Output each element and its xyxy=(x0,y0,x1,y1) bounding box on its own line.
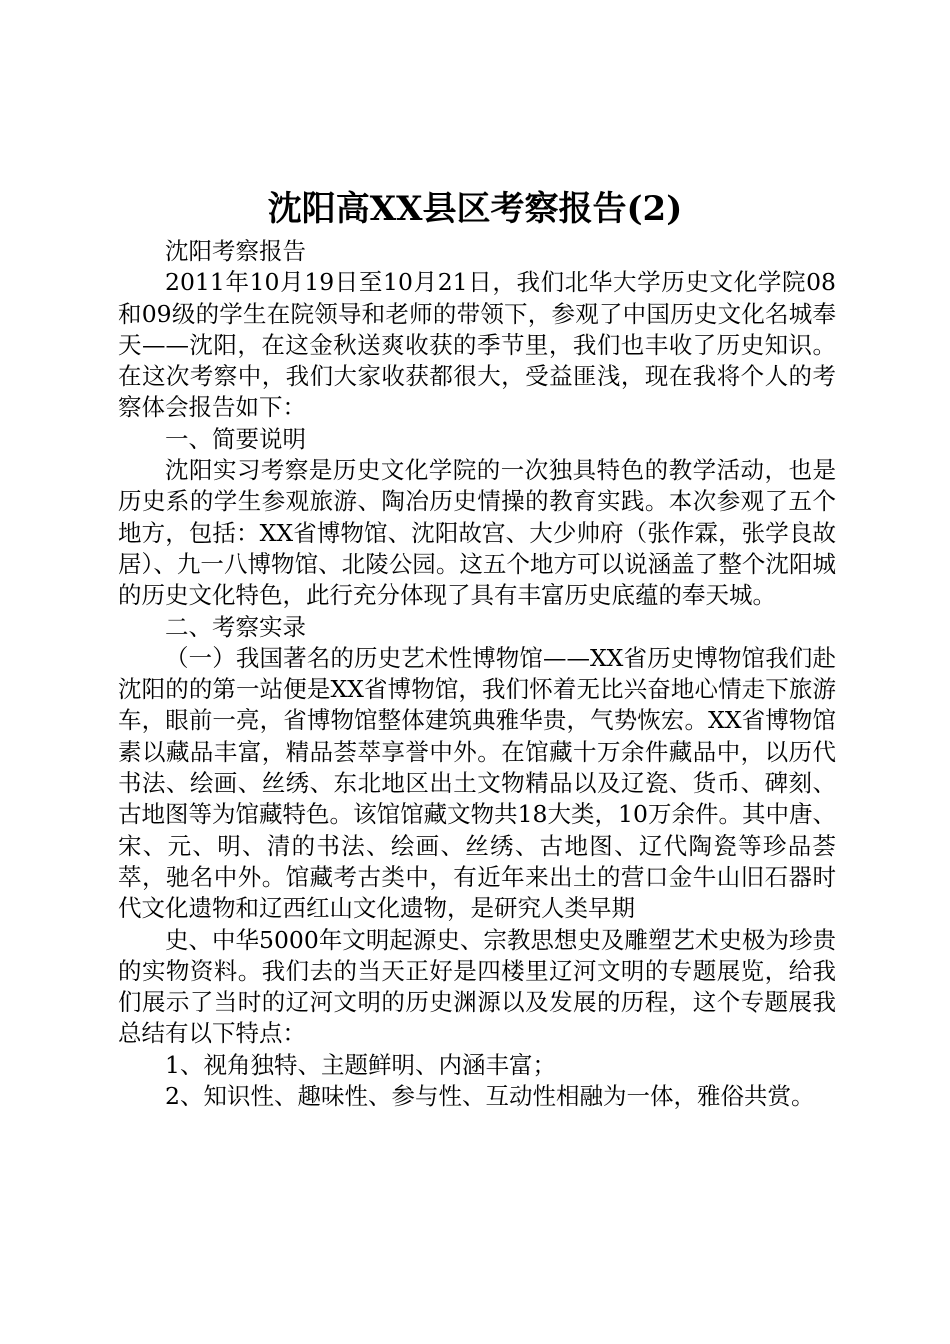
section-heading-summary: 一、简要说明 xyxy=(165,424,306,453)
paragraph-exhibition: 史、中华5000年文明起源史、宗教思想史及雕塑艺术史极为珍贵的实物资料。我们去的当天正好是四楼里辽河文明的专题展览，给我们展示了当时的辽河文明的历史渊源以及发展的历程，这个专题展我总结有以下特点： xyxy=(118,925,836,1048)
section-heading-record: 二、考察实录 xyxy=(165,612,306,641)
list-item-feature-2: 2、知识性、趣味性、参与性、互动性相融为一体，雅俗共赏。 xyxy=(165,1082,815,1111)
document-title: 沈阳高XX县区考察报告(2) xyxy=(267,189,683,229)
paragraph-intro: 2011年10月19日至10月21日，我们北华大学历史文化学院08和09级的学生在院领导和老师的带领下，参观了中国历史文化名城奉天——沈阳，在这金秋送爽收获的季节里，我们也丰收了历史知识。在这次考察中，我们大家收获都很大，受益匪浅，现在我将个人的考察体会报告如下： xyxy=(118,268,836,422)
paragraph-museum: （一）我国著名的历史艺术性博物馆——XX省历史博物馆我们赴沈阳的的第一站便是XX省博物馆，我们怀着无比兴奋地心情走下旅游车，眼前一亮，省博物馆整体建筑典雅华贵，气势恢宏。XX省博物馆素以藏品丰富，精品荟萃享誉中外。在馆藏十万余件藏品中，以历代书法、绘画、丝绣、东北地区出土文物精品以及辽瓷、货币、碑刻、古地图等为馆藏特色。该馆馆藏文物共18大类，10万余件。其中唐、宋、元、明、清的书法、绘画、丝绣、古地图、辽代陶瓷等珍品荟萃，驰名中外。馆藏考古类中，有近年来出土的营口金牛山旧石器时代文化遗物和辽西红山文化遗物，是研究人类早期 xyxy=(118,643,836,923)
document-body xyxy=(118,236,836,1112)
paragraph-subtitle: 沈阳考察报告 xyxy=(165,237,306,265)
paragraph-summary: 沈阳实习考察是历史文化学院的一次独具特色的教学活动，也是历史系的学生参观旅游、陶冶历史情操的教育实践。本次参观了五个地方，包括：XX省博物馆、沈阳故宫、大少帅府（张作霖，张学良故居）、九一八博物馆、北陵公园。这五个地方可以说涵盖了整个沈阳城的历史文化特色，此行充分体现了具有丰富历史底蕴的奉天城。 xyxy=(118,456,836,610)
list-item-feature-1: 1、视角独特、主题鲜明、内涵丰富； xyxy=(165,1050,556,1079)
